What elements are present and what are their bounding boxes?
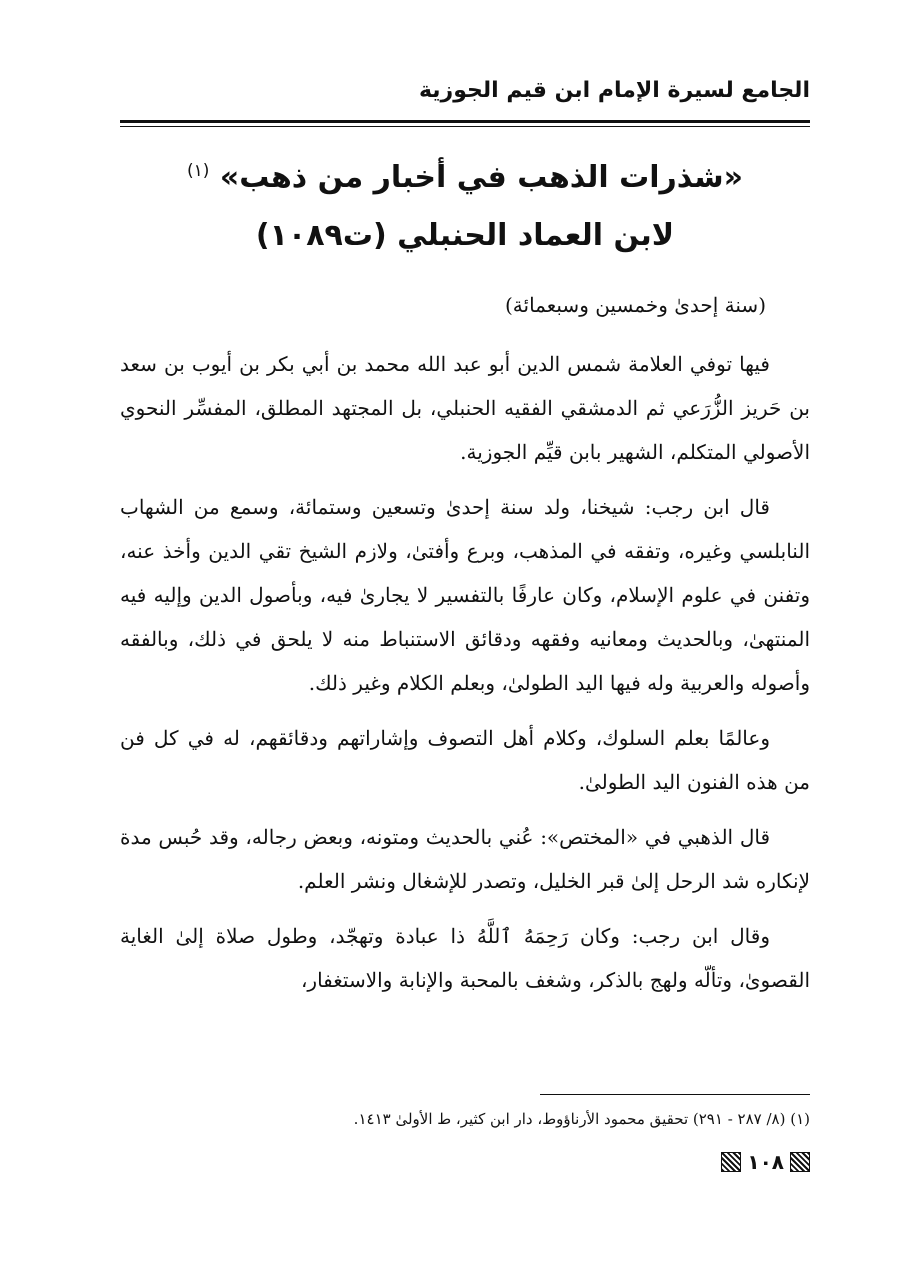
- paragraph: وقال ابن رجب: وكان رَحِمَهُ ٱللَّهُ ذا عبادة وتهجّد، وطول صلاة إلىٰ الغاية القصوىٰ، وتألّه ولهج بالذكر، وشغف بالمحبة والإنابة والاستغفار،: [120, 924, 810, 992]
- paragraph: قال الذهبي في «المختص»: عُني بالحديث ومتونه، وبعض رجاله، وقد حُبس مدة لإنكاره شد الرحل إلىٰ قبر الخليل، وتصدر للإشغال ونشر العلم.: [120, 825, 810, 893]
- ornament-icon: [721, 1152, 741, 1172]
- page-number-block: [721, 1150, 810, 1174]
- header-rule-thick: [120, 120, 810, 123]
- running-header-title: الجامع لسيرة الإمام ابن قيم الجوزية: [418, 78, 810, 103]
- title-line-book: [120, 150, 810, 199]
- book-title: «شذرات الذهب في أخبار من ذهب»: [219, 160, 744, 195]
- header-rule-thin: [120, 126, 810, 127]
- paragraph: فيها توفي العلامة شمس الدين أبو عبد الله محمد بن أبي بكر بن أيوب بن سعد بن حَريز الزُّرَعي ثم الدمشقي الفقيه الحنبلي، بل المجتهد المطلق، المفسِّر النحوي الأصولي المتكلم، الشهير بابن قيِّم الجوزية.: [120, 352, 810, 464]
- year-heading: (سنة إحدىٰ وخمسين وسبعمائة): [505, 293, 766, 317]
- footnote: (١) (٨/ ٢٨٧ - ٢٩١) تحقيق محمود الأرناؤوط، دار ابن كثير، ط الأولىٰ ١٤١٣.: [353, 1110, 810, 1128]
- ornament-icon: [790, 1152, 810, 1172]
- title-line-author: لابن العماد الحنبلي (ت١٠٨٩): [255, 218, 675, 253]
- paragraph: قال ابن رجب: شيخنا، ولد سنة إحدىٰ وتسعين وستمائة، وسمع من الشهاب النابلسي وغيره، وتفقه في المذهب، وبرع وأفتىٰ، ولازم الشيخ تقي الدين وأخذ عنه، وتفنن في علوم الإسلام، وكان عارفًا بالتفسير لا يجارىٰ فيه، وبأصول الدين وإليه فيه المنتهىٰ، وبالحديث ومعانيه وفقهه ودقائق الاستنباط منه لا يلحق في ذلك، وبالفقه وأصوله والعربية وله فيها اليد الطولىٰ، وبعلم الكلام وغير ذلك.: [120, 495, 810, 695]
- body-text: [120, 342, 810, 1013]
- book-page: [120, 0, 810, 1271]
- footnote-divider: [540, 1094, 810, 1095]
- chapter-title: [120, 150, 810, 257]
- footnote-reference: (١): [186, 161, 210, 181]
- paragraph: وعالمًا بعلم السلوك، وكلام أهل التصوف وإشاراتهم ودقائقهم، له في كل فن من هذه الفنون اليد الطولىٰ.: [120, 726, 810, 794]
- page-number: ١٠٨: [747, 1150, 784, 1174]
